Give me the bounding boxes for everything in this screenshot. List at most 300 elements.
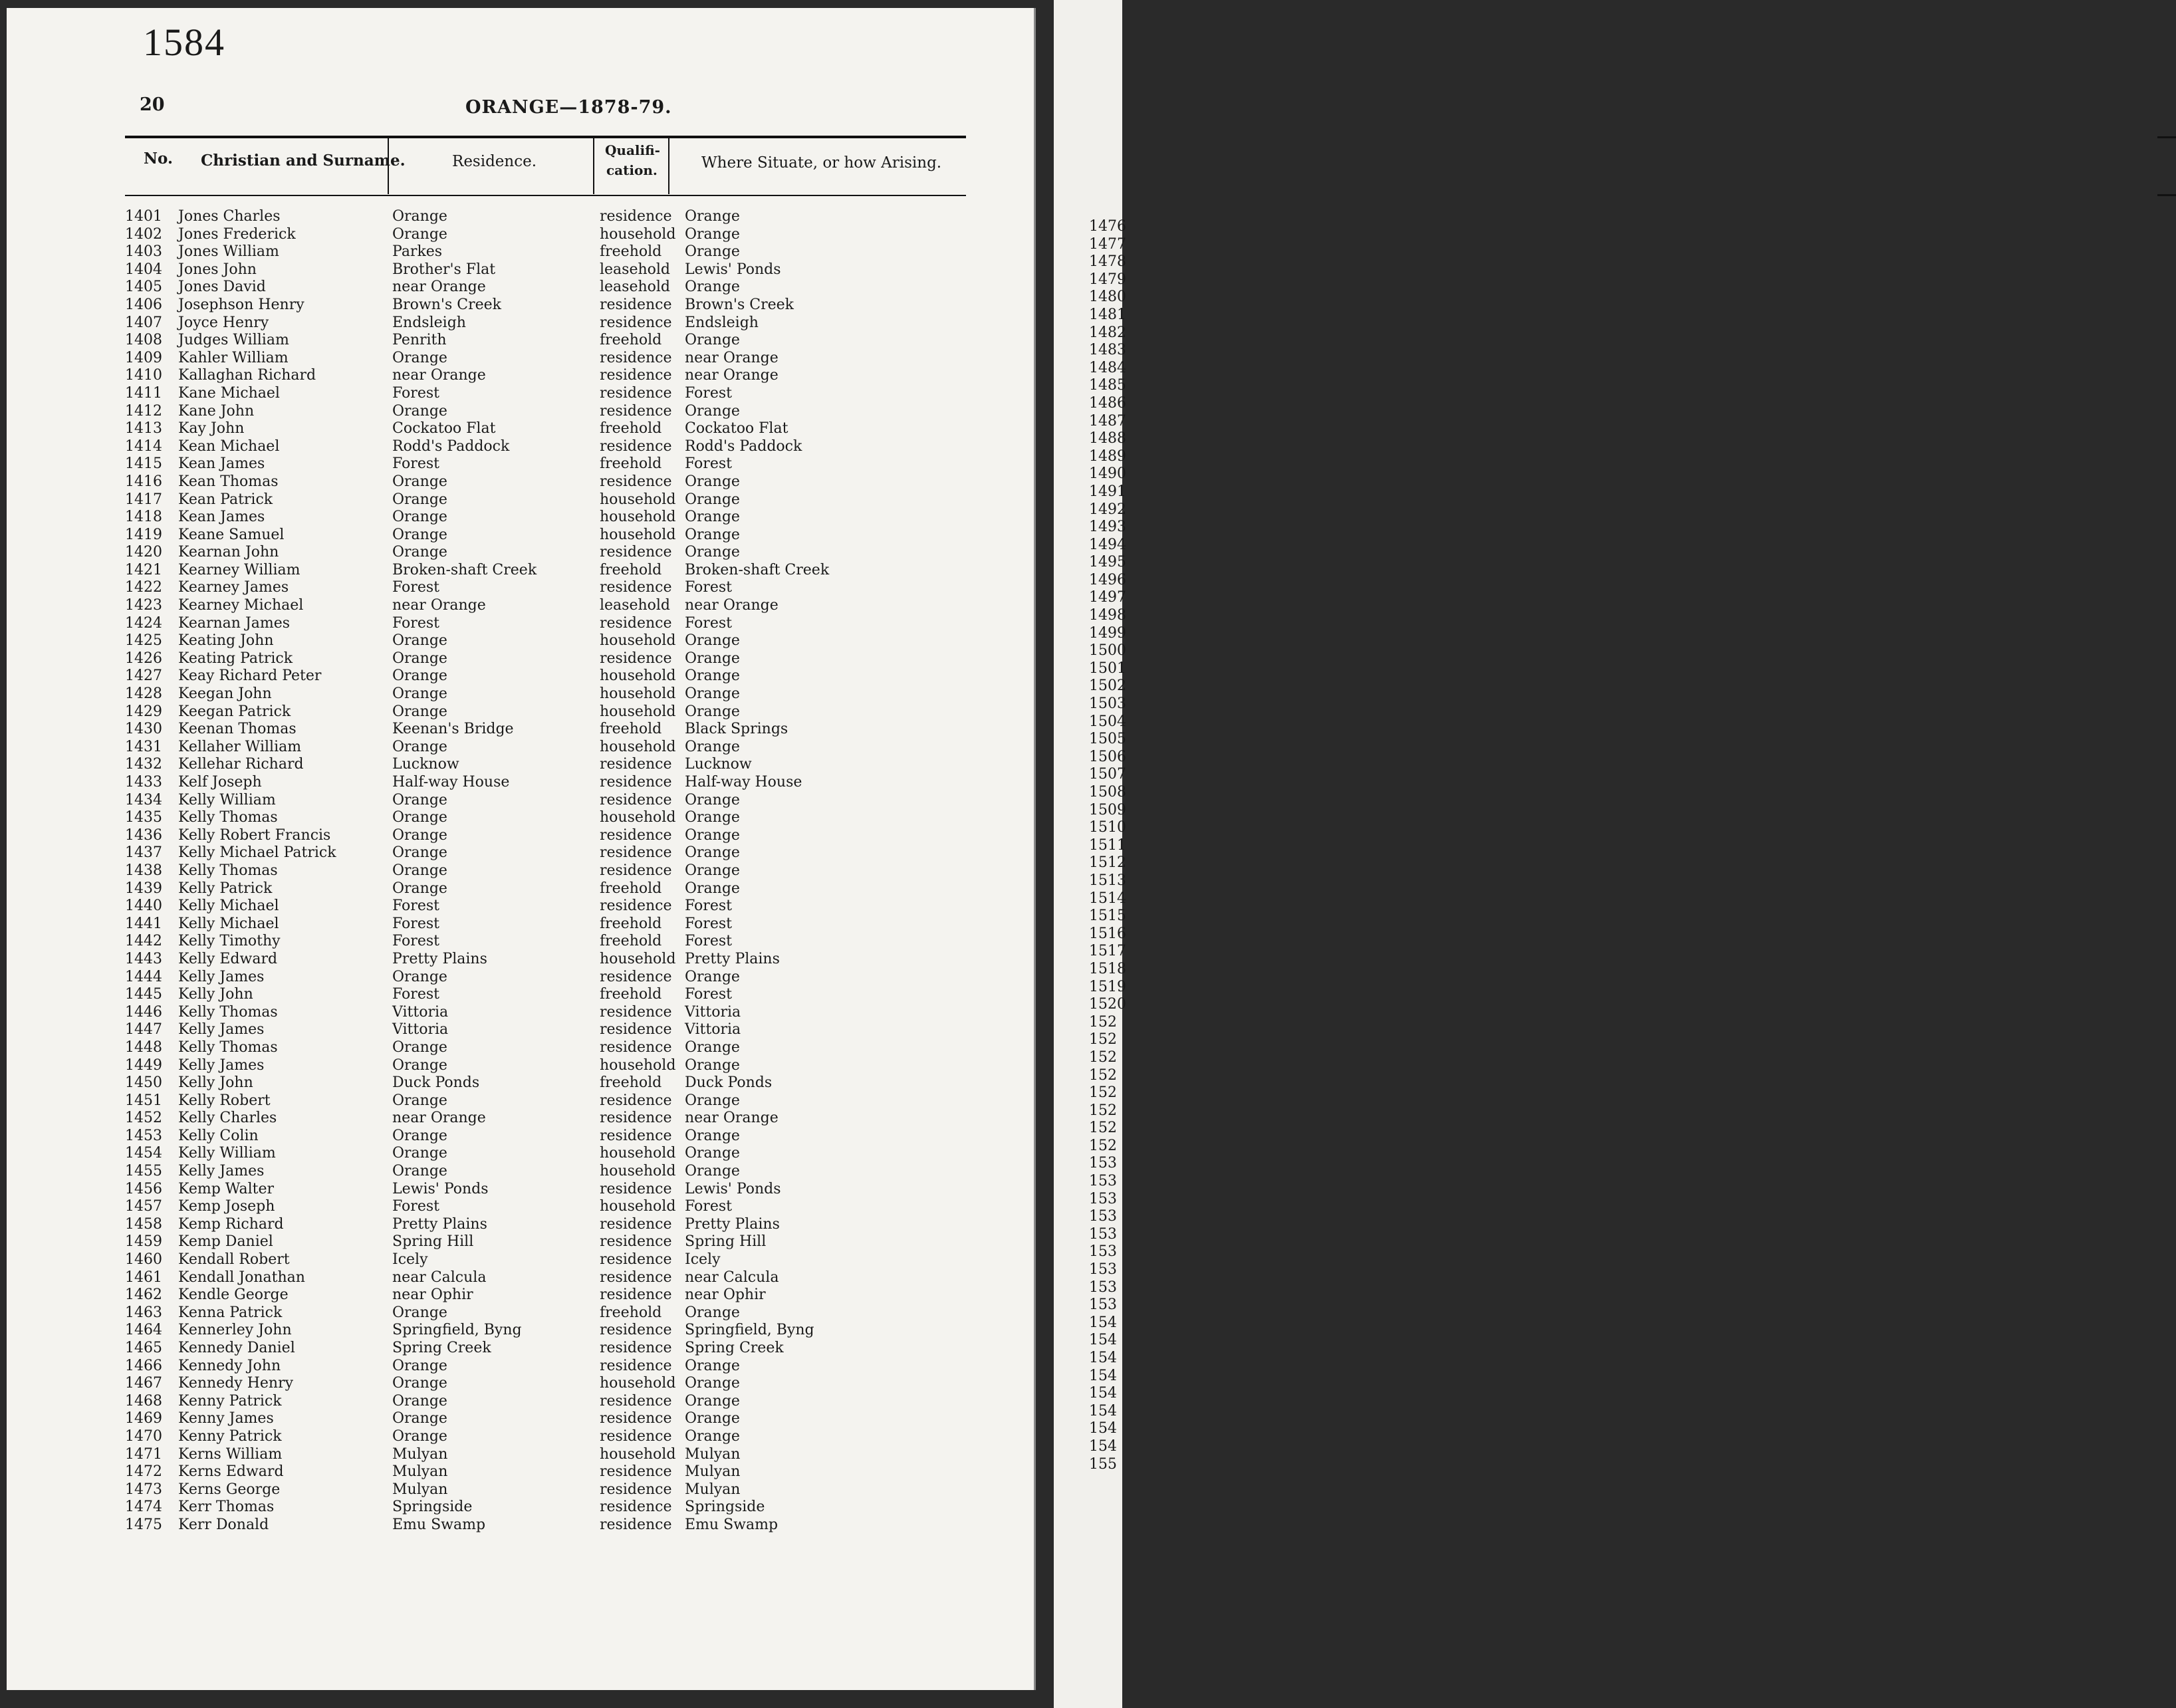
table-row (0, 1110, 997, 1128)
entry-where-situate: Orange (685, 473, 740, 490)
entry-residence: Endsleigh (392, 314, 466, 331)
entry-residence: Pretty Plains (392, 1215, 487, 1233)
entry-residence: Orange (392, 1392, 447, 1409)
entry-residence: Orange (392, 1056, 447, 1074)
entry-number: 1470 (125, 1427, 162, 1445)
entry-where-situate: Orange (685, 1357, 740, 1374)
adjacent-entry-number: 1489 (1089, 447, 1126, 465)
adjacent-entry-number: 153 (1089, 1243, 1117, 1261)
entry-qualification: residence (600, 826, 672, 844)
entry-name: Kay John (178, 420, 245, 437)
entry-name: Kelf Joseph (178, 774, 262, 791)
entry-where-situate: Half-way House (685, 774, 802, 791)
adjacent-entry-number: 153 (1089, 1261, 1117, 1279)
adjacent-entry-number: 152 (1089, 1031, 1117, 1048)
entry-where-situate: Forest (685, 933, 732, 950)
entry-where-situate: Rodd's Paddock (685, 437, 802, 455)
adjacent-entry-number: 1516 (1089, 925, 1126, 942)
entry-where-situate: Orange (685, 809, 740, 826)
adjacent-entry-number: 1479 (1089, 271, 1126, 288)
table-row (0, 314, 997, 332)
entry-number: 1456 (125, 1180, 162, 1197)
entry-name: Kahler William (178, 349, 289, 366)
entry-where-situate: Lewis' Ponds (685, 261, 781, 278)
entry-number: 1462 (125, 1286, 162, 1304)
entry-qualification: residence (600, 650, 672, 667)
entry-number: 1427 (125, 668, 162, 685)
entry-where-situate: near Calcula (685, 1269, 779, 1286)
entry-number: 1467 (125, 1375, 162, 1392)
entry-number: 1452 (125, 1110, 162, 1127)
table-row (0, 473, 997, 491)
entry-number: 1408 (125, 332, 162, 349)
entry-qualification: freehold (600, 332, 662, 349)
entry-name: Kelly Michael (178, 898, 279, 915)
entry-where-situate: Icely (685, 1251, 721, 1269)
table-row (0, 527, 997, 545)
entry-number: 1463 (125, 1304, 162, 1321)
table-row (0, 721, 997, 739)
entry-where-situate: Vittoria (685, 1021, 741, 1038)
entry-number: 1466 (125, 1357, 162, 1374)
entry-number: 1440 (125, 898, 162, 915)
entry-name: Kerr Donald (178, 1516, 269, 1533)
entry-number: 1468 (125, 1392, 162, 1409)
table-row (0, 969, 997, 987)
page-number: 20 (140, 94, 165, 115)
table-row (0, 1269, 997, 1287)
entry-number: 1451 (125, 1092, 162, 1109)
entry-name: Kenny Patrick (178, 1427, 282, 1445)
entry-residence: Orange (392, 632, 447, 650)
entry-name: Keenan Thomas (178, 721, 297, 738)
entry-name: Kennedy Henry (178, 1375, 294, 1392)
entry-number: 1404 (125, 261, 162, 278)
entry-name: Joyce Henry (178, 314, 269, 331)
entry-name: Kelly Michael Patrick (178, 844, 336, 862)
entry-residence: Orange (392, 668, 447, 685)
entry-qualification: freehold (600, 1074, 662, 1092)
entry-residence: Orange (392, 402, 447, 420)
entry-number: 1464 (125, 1322, 162, 1339)
entry-name: Kendle George (178, 1286, 289, 1304)
adjacent-entry-number: 1502 (1089, 677, 1126, 695)
table-row (0, 1410, 997, 1428)
entry-qualification: freehold (600, 243, 662, 261)
table-row (0, 880, 997, 898)
entry-name: Kelly Thomas (178, 1003, 278, 1021)
entry-residence: Forest (392, 986, 439, 1003)
table-row (0, 1358, 997, 1376)
entry-name: Jones Frederick (178, 225, 296, 243)
entry-name: Kelly Colin (178, 1127, 259, 1144)
entry-where-situate: Cockatoo Flat (685, 420, 788, 437)
adjacent-entry-number: 1515 (1089, 908, 1126, 925)
entry-number: 1443 (125, 950, 162, 967)
adjacent-entry-number: 153 (1089, 1155, 1117, 1172)
adjacent-entry-number: 1492 (1089, 501, 1126, 518)
entry-where-situate: near Orange (685, 367, 779, 384)
entry-number: 1406 (125, 296, 162, 313)
entry-residence: Orange (392, 1304, 447, 1321)
entry-where-situate: Orange (685, 332, 740, 349)
adjacent-entry-number: 154 (1089, 1420, 1117, 1437)
entry-where-situate: Orange (685, 1127, 740, 1144)
entry-qualification: household (600, 1056, 676, 1074)
entry-name: Josephson Henry (178, 296, 304, 313)
entry-residence: Penrith (392, 332, 447, 349)
adjacent-entry-number: 152 (1089, 1013, 1117, 1031)
entry-residence: Orange (392, 703, 447, 720)
entry-residence: Rodd's Paddock (392, 437, 510, 455)
entry-where-situate: Orange (685, 791, 740, 808)
entry-where-situate: Orange (685, 1375, 740, 1392)
entry-number: 1441 (125, 915, 162, 932)
entry-number: 1428 (125, 685, 162, 703)
entry-name: Kelly William (178, 1145, 276, 1162)
adjacent-entry-number: 1513 (1089, 872, 1126, 889)
entry-number: 1414 (125, 437, 162, 455)
entry-name: Kendall Robert (178, 1251, 290, 1269)
entry-residence: Orange (392, 826, 447, 844)
entry-number: 1407 (125, 314, 162, 331)
entry-name: Kemp Joseph (178, 1198, 275, 1215)
entry-qualification: leasehold (600, 597, 671, 614)
adjacent-entry-number: 1509 (1089, 801, 1126, 818)
entry-name: Keegan Patrick (178, 703, 291, 720)
entry-number: 1438 (125, 862, 162, 879)
table-row (0, 1092, 997, 1110)
entry-number: 1418 (125, 509, 162, 526)
adjacent-entry-number: 1496 (1089, 571, 1126, 588)
table-row (0, 562, 997, 580)
entry-qualification: residence (600, 1427, 672, 1445)
entry-name: Kenny Patrick (178, 1392, 282, 1409)
entry-name: Kelly Robert (178, 1092, 271, 1109)
entry-residence: Icely (392, 1251, 428, 1269)
table-row (0, 1004, 997, 1022)
adjacent-entry-number: 154 (1089, 1385, 1117, 1402)
table-row (0, 509, 997, 527)
entry-number: 1461 (125, 1269, 162, 1286)
entry-where-situate: Orange (685, 526, 740, 543)
entry-where-situate: Springside (685, 1499, 765, 1516)
entry-number: 1420 (125, 544, 162, 561)
entry-number: 1437 (125, 844, 162, 862)
entry-where-situate: Orange (685, 1427, 740, 1445)
table-top-rule (125, 136, 966, 138)
entry-number: 1435 (125, 809, 162, 826)
table-row (0, 297, 997, 314)
entry-name: Kemp Richard (178, 1215, 284, 1233)
adjacent-entry-number: 1511 (1089, 836, 1126, 854)
column-divider (668, 138, 669, 194)
entry-name: Kendall Jonathan (178, 1269, 305, 1286)
table-row (0, 632, 997, 650)
entry-qualification: residence (600, 437, 672, 455)
entry-residence: near Orange (392, 279, 486, 296)
entry-name: Keating John (178, 632, 274, 650)
entry-name: Kelly John (178, 1074, 253, 1092)
table-row (0, 827, 997, 845)
table-row (0, 1251, 997, 1269)
entry-residence: Orange (392, 1038, 447, 1056)
adjacent-entry-number: 1512 (1089, 854, 1126, 872)
entry-where-situate: Orange (685, 632, 740, 650)
entry-where-situate: Orange (685, 279, 740, 296)
entry-residence: Orange (392, 809, 447, 826)
adjacent-entry-number: 154 (1089, 1402, 1117, 1419)
table-row (0, 403, 997, 421)
header-where-situate: Where Situate, or how Arising. (701, 154, 942, 172)
entry-qualification: residence (600, 402, 672, 420)
table-row (0, 1039, 997, 1057)
entry-number: 1426 (125, 650, 162, 667)
entry-number: 1433 (125, 774, 162, 791)
adjacent-entry-number: 1478 (1089, 253, 1126, 271)
adjacent-entry-number: 1510 (1089, 819, 1126, 836)
table-row (0, 279, 997, 297)
entry-residence: Orange (392, 791, 447, 808)
adjacent-entry-number: 155 (1089, 1455, 1117, 1473)
entry-where-situate: Orange (685, 509, 740, 526)
entry-residence: Orange (392, 1163, 447, 1180)
entry-name: Kelly Timothy (178, 933, 281, 950)
entry-name: Kerr Thomas (178, 1499, 275, 1516)
entry-number: 1453 (125, 1127, 162, 1144)
entry-name: Kennerley John (178, 1322, 292, 1339)
entry-name: Kerns George (178, 1481, 281, 1498)
entry-name: Kennedy Daniel (178, 1340, 295, 1356)
entry-residence: Forest (392, 614, 439, 632)
adjacent-entry-number: 154 (1089, 1367, 1117, 1384)
entry-name: Kelly John (178, 986, 253, 1003)
adjacent-entry-number: 1480 (1089, 289, 1126, 306)
entry-residence: Brother's Flat (392, 261, 496, 278)
header-name: Christian and Surname. (201, 152, 406, 170)
table-row (0, 703, 997, 721)
adjacent-entry-number: 153 (1089, 1190, 1117, 1207)
entry-qualification: residence (600, 1110, 672, 1127)
entry-where-situate: Mulyan (685, 1445, 741, 1463)
header-qualification-line1: Qualifi- (605, 142, 660, 158)
adjacent-entry-number: 1518 (1089, 960, 1126, 977)
entry-number: 1457 (125, 1198, 162, 1215)
entry-qualification: freehold (600, 420, 662, 437)
entry-residence: near Calcula (392, 1269, 487, 1286)
entry-residence: Forest (392, 915, 439, 932)
entry-where-situate: Orange (685, 703, 740, 720)
table-row (0, 951, 997, 969)
entry-number: 1448 (125, 1038, 162, 1056)
entry-residence: Broken-shaft Creek (392, 561, 537, 578)
entry-number: 1449 (125, 1056, 162, 1074)
entry-where-situate: Orange (685, 1392, 740, 1409)
entry-qualification: residence (600, 1392, 672, 1409)
entry-where-situate: Forest (685, 986, 732, 1003)
entry-number: 1412 (125, 402, 162, 420)
entry-where-situate: near Ophir (685, 1286, 766, 1304)
table-row (0, 491, 997, 509)
entry-name: Kean Patrick (178, 491, 273, 508)
table-row (0, 809, 997, 827)
table-row (0, 226, 997, 244)
table-row (0, 438, 997, 456)
entry-where-situate: near Orange (685, 1110, 779, 1127)
adjacent-entry-number: 154 (1089, 1437, 1117, 1455)
header-qualification-line2: cation. (606, 162, 658, 178)
adjacent-entry-number: 1484 (1089, 359, 1126, 376)
entry-where-situate: Orange (685, 1092, 740, 1109)
column-divider (593, 138, 594, 194)
entry-qualification: household (600, 225, 676, 243)
entry-number: 1447 (125, 1021, 162, 1038)
entry-qualification: residence (600, 1092, 672, 1109)
entry-number: 1421 (125, 561, 162, 578)
entry-where-situate: Orange (685, 243, 740, 261)
adjacent-entry-number: 1514 (1089, 890, 1126, 907)
entry-number: 1403 (125, 243, 162, 261)
adjacent-entry-number: 1504 (1089, 713, 1126, 730)
entry-number: 1439 (125, 880, 162, 897)
table-row (0, 1145, 997, 1163)
entry-qualification: residence (600, 208, 672, 225)
entry-residence: Spring Creek (392, 1340, 491, 1356)
entry-qualification: residence (600, 296, 672, 313)
entry-name: Kellaher William (178, 738, 302, 755)
entry-number: 1430 (125, 721, 162, 738)
entry-residence: Spring Hill (392, 1233, 474, 1251)
header-residence: Residence. (452, 153, 537, 170)
entry-name: Kean Michael (178, 437, 280, 455)
entry-where-situate: Orange (685, 1056, 740, 1074)
entry-name: Keegan John (178, 685, 272, 703)
table-row (0, 1198, 997, 1216)
adjacent-page-numbers (1089, 218, 1126, 1473)
entry-residence: Orange (392, 1375, 447, 1392)
entry-residence: Orange (392, 208, 447, 225)
entry-qualification: leasehold (600, 279, 671, 296)
entry-residence: Vittoria (392, 1003, 449, 1021)
adjacent-entry-number: 1501 (1089, 660, 1126, 677)
entry-name: Kelly James (178, 968, 265, 985)
entry-qualification: residence (600, 1357, 672, 1374)
table-row (0, 1074, 997, 1092)
entry-number: 1475 (125, 1516, 162, 1533)
entry-qualification: residence (600, 756, 672, 773)
table-row (0, 915, 997, 933)
entry-qualification: residence (600, 1021, 672, 1038)
entry-number: 1423 (125, 597, 162, 614)
entry-name: Kallaghan Richard (178, 367, 316, 384)
entry-residence: Orange (392, 544, 447, 561)
table-row (0, 774, 997, 792)
entry-qualification: residence (600, 1516, 672, 1533)
entry-qualification: residence (600, 968, 672, 985)
entry-number: 1405 (125, 279, 162, 296)
table-row (0, 1428, 997, 1446)
entry-residence: Orange (392, 349, 447, 366)
table-row (0, 756, 997, 774)
entry-residence: Springfield, Byng (392, 1322, 522, 1339)
entry-number: 1444 (125, 968, 162, 985)
entry-qualification: household (600, 1145, 676, 1162)
table-row (0, 1393, 997, 1411)
entry-qualification: household (600, 1198, 676, 1215)
entry-where-situate: Lucknow (685, 756, 752, 773)
entry-where-situate: Orange (685, 1163, 740, 1180)
entry-qualification: residence (600, 314, 672, 331)
table-row (0, 1446, 997, 1464)
entry-name: Kennedy John (178, 1357, 281, 1374)
entry-number: 1436 (125, 826, 162, 844)
entry-residence: Duck Ponds (392, 1074, 480, 1092)
entry-qualification: household (600, 491, 676, 508)
entry-qualification: residence (600, 1463, 672, 1481)
adjacent-entry-number: 153 (1089, 1173, 1117, 1190)
table-row (0, 1233, 997, 1251)
entry-residence: Orange (392, 1127, 447, 1144)
entry-residence: Orange (392, 738, 447, 755)
adjacent-entry-number: 1488 (1089, 430, 1126, 447)
entry-number: 1474 (125, 1499, 162, 1516)
entry-where-situate: Forest (685, 455, 732, 473)
entry-number: 1432 (125, 756, 162, 773)
adjacent-entry-number: 1505 (1089, 731, 1126, 748)
table-row (0, 1216, 997, 1234)
table-row (0, 1517, 997, 1534)
entry-qualification: residence (600, 1269, 672, 1286)
entry-number: 1455 (125, 1163, 162, 1180)
entry-qualification: residence (600, 473, 672, 490)
entry-residence: Orange (392, 473, 447, 490)
adjacent-entry-number: 1481 (1089, 306, 1126, 323)
entry-qualification: residence (600, 898, 672, 915)
adjacent-entry-number: 153 (1089, 1225, 1117, 1243)
adjacent-entry-number: 1493 (1089, 519, 1126, 536)
adjacent-entry-number: 1486 (1089, 394, 1126, 412)
entry-name: Kemp Daniel (178, 1233, 273, 1251)
entry-number: 1445 (125, 986, 162, 1003)
entry-residence: Keenan's Bridge (392, 721, 514, 738)
table-row (0, 1375, 997, 1393)
entry-where-situate: Forest (685, 614, 732, 632)
adjacent-entry-number: 152 (1089, 1048, 1117, 1066)
entry-qualification: residence (600, 862, 672, 879)
entry-name: Keane Samuel (178, 526, 285, 543)
entry-residence: Forest (392, 933, 439, 950)
entry-name: Kelly Robert Francis (178, 826, 331, 844)
entry-qualification: residence (600, 791, 672, 808)
table-row (0, 668, 997, 685)
entry-qualification: household (600, 685, 676, 703)
table-row (0, 1021, 997, 1039)
entry-name: Judges William (178, 332, 289, 349)
entry-where-situate: Orange (685, 862, 740, 879)
entry-name: Kelly James (178, 1163, 265, 1180)
table-header-rule (125, 195, 966, 196)
entry-residence: Orange (392, 844, 447, 862)
entry-where-situate: Forest (685, 915, 732, 932)
entry-number: 1446 (125, 1003, 162, 1021)
adjacent-entry-number: 1485 (1089, 377, 1126, 394)
entry-name: Kean Thomas (178, 473, 279, 490)
entry-number: 1402 (125, 225, 162, 243)
entry-where-situate: Orange (685, 1038, 740, 1056)
entry-where-situate: Orange (685, 225, 740, 243)
entry-number: 1413 (125, 420, 162, 437)
entry-name: Kean James (178, 455, 265, 473)
